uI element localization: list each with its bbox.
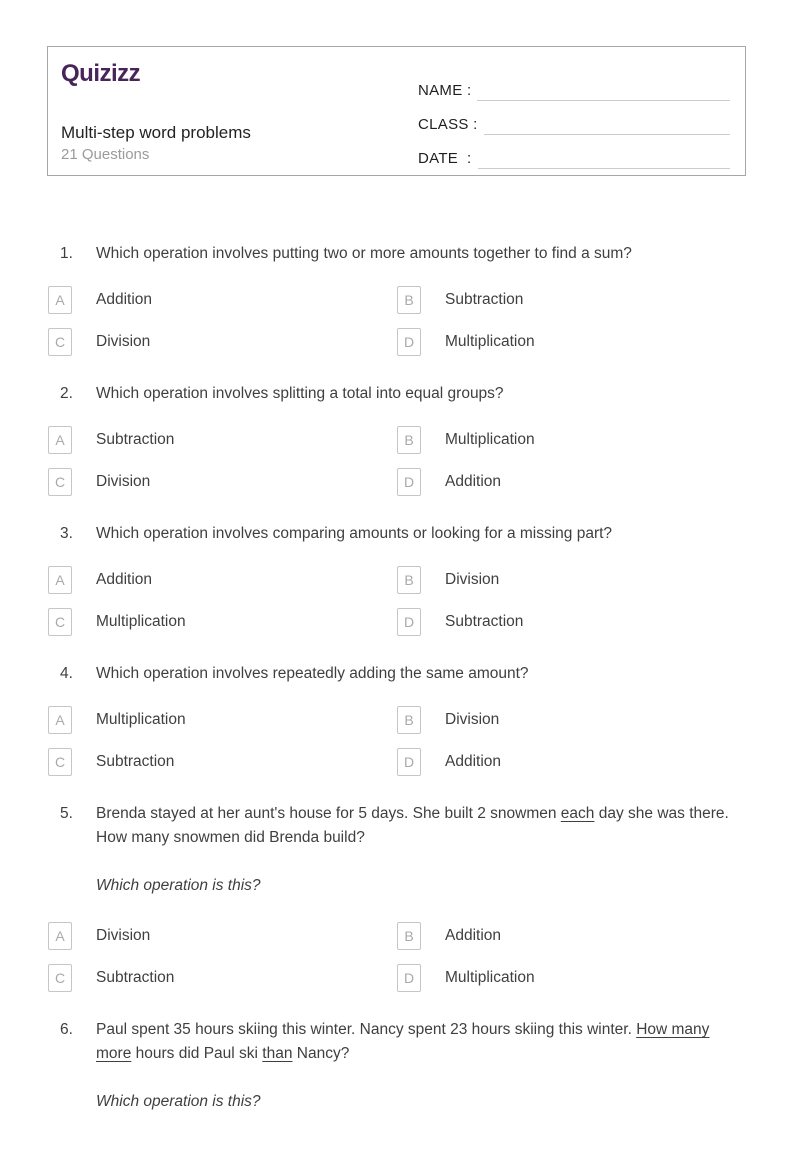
option-letter-box: [48, 706, 72, 734]
text-segment: Which operation involves splitting a total into equal groups?: [96, 385, 504, 402]
answer-option: [48, 608, 397, 636]
question-block: [48, 802, 730, 992]
option-letter-box: [397, 748, 421, 776]
option-letter: B: [404, 432, 414, 448]
option-label: Division: [96, 473, 151, 490]
class-field-line: [484, 112, 730, 135]
option-label: Multiplication: [445, 969, 535, 986]
option-letter: D: [403, 474, 415, 490]
class-field-row: [418, 108, 730, 135]
date-field-row: [418, 142, 730, 169]
question-row: [48, 522, 730, 546]
option-letter-box: [397, 286, 421, 314]
option-letter: A: [55, 712, 65, 728]
answer-option: [48, 748, 397, 776]
question-number: 1.: [60, 245, 73, 262]
option-letter: C: [54, 754, 66, 770]
answer-option: [397, 922, 746, 950]
answer-option: [48, 328, 397, 356]
answer-option: [397, 328, 746, 356]
option-letter: B: [404, 572, 414, 588]
question-row: [48, 662, 730, 686]
option-letter-box: [397, 922, 421, 950]
answer-option: [48, 468, 397, 496]
text-segment: Brenda stayed at her aunt's house for 5 days. She built 2 snowmen: [96, 805, 561, 822]
question-block: [48, 662, 730, 776]
answer-option: [48, 426, 397, 454]
option-label: Subtraction: [96, 431, 175, 448]
question-number: 3.: [60, 525, 73, 542]
question-row: [48, 802, 730, 850]
question-text: [96, 522, 730, 546]
options-grid: [48, 922, 730, 992]
option-letter: C: [54, 970, 66, 986]
option-label: Addition: [445, 473, 502, 490]
option-label: Division: [96, 333, 151, 350]
name-field-row: [418, 74, 730, 101]
underlined-text: How many more: [96, 1021, 710, 1062]
options-grid: [48, 426, 730, 496]
text-segment: Paul spent 35 hours skiing this winter. Nancy spent 23 hours skiing this winter.: [96, 1021, 637, 1038]
text-segment: Which operation involves putting two or more amounts together to find a sum?: [96, 245, 632, 262]
question-row: [48, 382, 730, 406]
option-letter: D: [403, 334, 415, 350]
option-letter-box: [48, 468, 72, 496]
answer-option: [397, 426, 746, 454]
option-letter-box: [397, 964, 421, 992]
option-label: Addition: [96, 291, 153, 308]
option-label: Multiplication: [445, 431, 535, 448]
question-row: [48, 242, 730, 266]
option-label: Division: [445, 711, 500, 728]
quiz-header-left: [61, 60, 418, 163]
question-subtext: Which operation is this?: [96, 1093, 261, 1110]
option-letter-box: [397, 566, 421, 594]
text-segment: Which operation involves repeatedly adding the same amount?: [96, 665, 529, 682]
question-block: [48, 522, 730, 636]
option-letter-box: [48, 964, 72, 992]
option-label: Subtraction: [96, 753, 175, 770]
option-letter: B: [404, 712, 414, 728]
answer-option: [397, 748, 746, 776]
option-label: Division: [445, 571, 500, 588]
question-text: [96, 1018, 730, 1066]
question-number: 2.: [60, 385, 73, 402]
option-letter: C: [54, 474, 66, 490]
option-letter: A: [55, 572, 65, 588]
questions-list: [48, 242, 730, 1118]
option-letter-box: [397, 608, 421, 636]
text-segment: hours did Paul ski: [131, 1045, 263, 1062]
date-field-label: DATE :: [418, 150, 472, 167]
question-row: [48, 1018, 730, 1066]
option-letter-box: [48, 328, 72, 356]
options-grid: [48, 286, 730, 356]
option-letter-box: [397, 468, 421, 496]
option-letter-box: [397, 426, 421, 454]
option-letter: B: [404, 292, 414, 308]
answer-option: [48, 964, 397, 992]
option-label: Addition: [445, 927, 502, 944]
option-label: Multiplication: [445, 333, 535, 350]
option-letter: B: [404, 928, 414, 944]
date-field-line: [478, 146, 731, 169]
answer-option: [397, 964, 746, 992]
option-letter: A: [55, 432, 65, 448]
option-label: Subtraction: [445, 291, 524, 308]
text-segment: Nancy?: [292, 1045, 350, 1062]
option-label: Addition: [445, 753, 502, 770]
option-letter-box: [48, 922, 72, 950]
quiz-title: Multi-step word problems: [61, 123, 251, 142]
option-letter: A: [55, 928, 65, 944]
name-field-line: [477, 78, 730, 101]
question-text: [96, 662, 730, 686]
answer-option: [397, 468, 746, 496]
question-text: [96, 242, 730, 266]
question-text: [96, 802, 730, 850]
option-letter-box: [48, 426, 72, 454]
option-letter: D: [403, 754, 415, 770]
option-letter: D: [403, 970, 415, 986]
answer-option: [397, 706, 746, 734]
option-label: Subtraction: [445, 613, 524, 630]
answer-option: [397, 286, 746, 314]
student-fields: [418, 60, 730, 167]
answer-option: [397, 608, 746, 636]
answer-option: [48, 566, 397, 594]
question-block: [48, 242, 730, 356]
underlined-text: than: [262, 1045, 293, 1062]
option-letter: C: [54, 614, 66, 630]
quiz-title-block: [61, 123, 418, 163]
question-subtext: Which operation is this?: [96, 877, 261, 894]
question-number: 6.: [60, 1021, 73, 1038]
class-field-label: CLASS :: [418, 116, 478, 133]
options-grid: [48, 706, 730, 776]
quiz-question-count: 21 Questions: [61, 146, 150, 163]
quiz-header: [47, 46, 746, 176]
answer-option: [48, 922, 397, 950]
quizizz-logo: Quizizz: [61, 60, 141, 87]
question-block: [48, 1018, 730, 1118]
option-label: Multiplication: [96, 613, 186, 630]
option-letter: D: [403, 614, 415, 630]
underlined-text: each: [560, 805, 595, 822]
option-letter-box: [48, 566, 72, 594]
option-letter-box: [397, 328, 421, 356]
text-segment: Which operation involves comparing amounts or looking for a missing part?: [96, 525, 613, 542]
option-letter-box: [48, 748, 72, 776]
text-segment: day she was there. How many snowmen did Brenda build?: [96, 805, 729, 846]
options-grid: [48, 566, 730, 636]
question-block: [48, 382, 730, 496]
option-label: Subtraction: [96, 969, 175, 986]
question-text: [96, 382, 730, 406]
option-letter-box: [397, 706, 421, 734]
option-label: Division: [96, 927, 151, 944]
option-letter: C: [54, 334, 66, 350]
answer-option: [48, 286, 397, 314]
option-letter-box: [48, 608, 72, 636]
option-label: Addition: [96, 571, 153, 588]
option-label: Multiplication: [96, 711, 186, 728]
option-letter: A: [55, 292, 65, 308]
name-field-label: NAME :: [418, 82, 472, 99]
option-letter-box: [48, 286, 72, 314]
question-number: 4.: [60, 665, 73, 682]
question-number: 5.: [60, 805, 73, 822]
worksheet-page: [0, 46, 794, 1118]
answer-option: [48, 706, 397, 734]
answer-option: [397, 566, 746, 594]
